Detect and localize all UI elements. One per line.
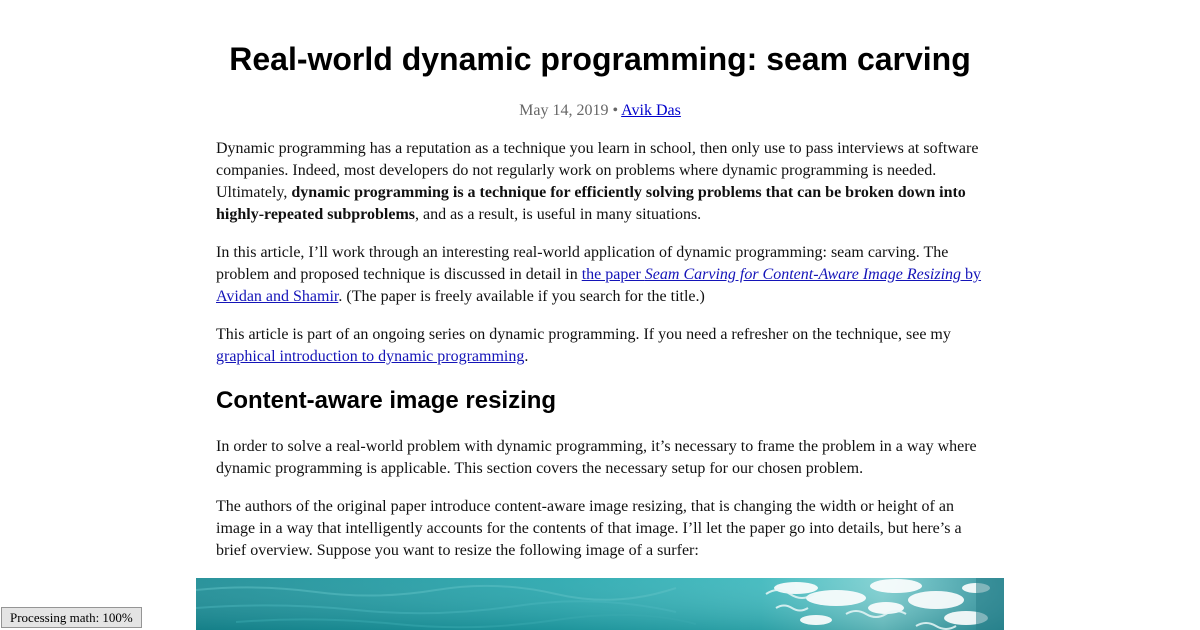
intro-dp-link[interactable]: graphical introduction to dynamic programming [216, 348, 525, 365]
intro-text-end: , and as a result, is useful in many situations. [415, 206, 702, 223]
intro-paragraph [216, 138, 996, 226]
intro-bold-definition: dynamic programming is a technique for efficiently solving problems that can be broken down into highly-repeated subproblems [216, 184, 966, 223]
paper-link-authors: by Avidan and Shamir [216, 266, 982, 305]
surfer-image-art [196, 578, 1004, 630]
author-link[interactable]: Avik Das [621, 102, 681, 119]
paper-link-prefix: the paper [581, 266, 645, 283]
surfer-image [196, 578, 1004, 630]
series-paragraph [216, 324, 984, 368]
paper-link-title: Seam Carving for Content-Aware Image Resizing [644, 266, 962, 283]
paper-text-end: . (The paper is freely available if you search for the title.) [338, 288, 705, 305]
post-date: May 14, 2019 [519, 102, 609, 119]
overview-paragraph: The authors of the original paper introduce content-aware image resizing, that is changing the width or height of an image in a way that intelligently accounts for the contents of that image. I’ll let the paper go into details, but here’s a brief overview. Suppose you want to resize the following image of a surfer: [216, 498, 962, 559]
paper-text-start: In this article, I’ll work through an interesting real-world application of dynamic programming: seam carving. The problem and proposed technique is discussed in detail in [216, 244, 949, 283]
series-text-end: . [524, 348, 529, 365]
page-title: Real-world dynamic programming: seam carving [229, 41, 971, 77]
intro-text-start: Dynamic programming has a reputation as a technique you learn in school, then only use to pass interviews at software companies. Indeed, most developers do not regularly work on problems where dynamic programming is needed. Ultimately, [216, 140, 979, 201]
mathjax-status-message: Processing math: 100% [1, 607, 142, 628]
series-text-start: This article is part of an ongoing series on dynamic programming. If you need a refresher on the technique, see my [216, 326, 951, 343]
section-heading: Content-aware image resizing [216, 387, 557, 414]
setup-paragraph: In order to solve a real-world problem with dynamic programming, it’s necessary to frame the problem in a way where dynamic programming is applicable. This section covers the necessary setup for our chosen problem. [216, 438, 977, 477]
paper-paragraph [216, 242, 996, 308]
meta-separator: • [608, 102, 622, 119]
post-meta [216, 100, 984, 122]
